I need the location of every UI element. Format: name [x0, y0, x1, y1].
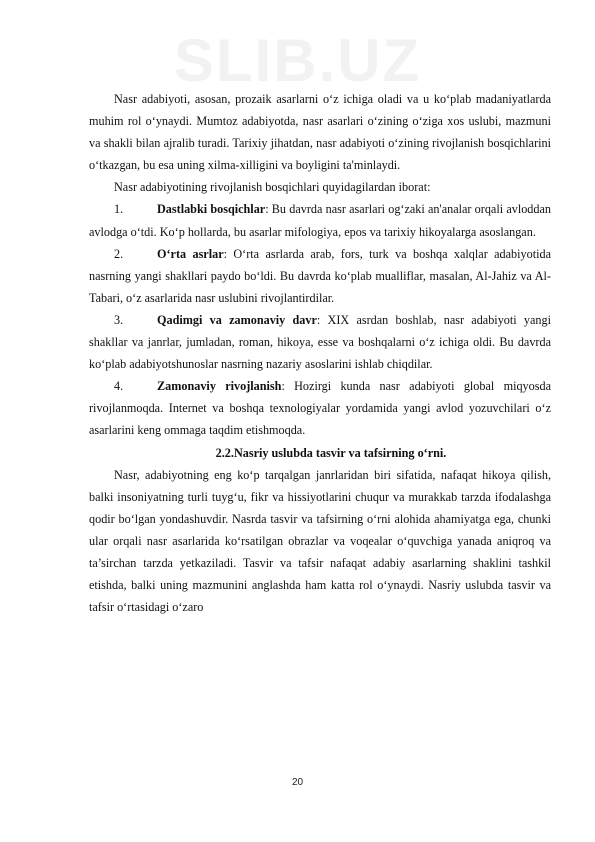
- list-number: 4.: [114, 379, 124, 394]
- page-number: 20: [291, 777, 304, 788]
- list-text: : XIX asrdan boshlab, nasr adabiyoti yangi shakllar va janrlar, jumladan, roman, hikoya, esse va boshqalarni o‘z ichiga oldi. Bu davrda ko‘plab adabiyotshunoslar nasrning nazariy asoslarini ishlab chiqdilar.: [89, 312, 551, 372]
- list-term: Qadimgi va zamonaviy davr: [157, 312, 317, 327]
- list-item: [89, 309, 551, 375]
- list-item: [89, 375, 551, 441]
- section-heading: 2.2.Nasriy uslubda tasvir va tafsirning o‘rni.: [215, 445, 447, 460]
- list-term: Dastlabki bosqichlar: [157, 202, 266, 217]
- document-page: [89, 88, 551, 618]
- list-text: : O‘rta asrlarda arab, fors, turk va boshqa xalqlar adabiyotida nasrning yangi shakllari paydo bo‘ldi. Bu davrda ko‘plab mualliflar, masalan, Al-Jahiz va Al-Tabari, o‘z asarlarida nasr uslubini rivojlantirdilar.: [89, 246, 551, 305]
- paragraph-intro: Nasr adabiyoti, asosan, prozaik asarlarni o‘z ichiga oladi va u ko‘plab madaniyatlarda muhim rol o‘ynaydi. Mumtoz adabiyotda, nasr asarlari o‘zining o‘ziga xos uslubi, mazmuni va shakli bilan ajralib turadi. Tarixiy jihatdan, nasr adabiyoti o‘zining rivojlanish bosqichlarini o‘tkazgan, bu esa uning xilma-xilligini va boyligini ta'minlaydi.: [89, 92, 551, 173]
- paragraph-section: Nasr, adabiyotning eng ko‘p tarqalgan janrlaridan biri sifatida, nafaqat hikoya qilish, balki insoniyatning turli tuyg‘u, fikr va hissiyotlarini chuqur va murakkab tarzda ifodalashga qodir bo‘lgan yondashuvdir. Nasrda tasvir va tafsirning o‘rni alohida ahamiyatga ega, chunki ular orqali nasr asarlarida ko‘rsatilgan obrazlar va voqealar o‘quvchiga yanada aniqroq va ta’sirchan tarzda yetkaziladi. Tasvir va tafsir nafaqat adabiy asarlarning shaklini tashkil etishda, balki uning mazmunini anglashda ham katta rol o‘ynaydi. Nasriy uslubda tasvir va tafsir o‘rtasidagi o‘zaro: [89, 467, 551, 615]
- list-item: [89, 198, 551, 242]
- paragraph-list-intro: Nasr adabiyotining rivojlanish bosqichlari quyidagilardan iborat:: [114, 180, 431, 195]
- list-item: [89, 243, 551, 309]
- list-term: O‘rta asrlar: [157, 246, 224, 261]
- list-number: 2.: [114, 246, 124, 261]
- list-text: : Hozirgi kunda nasr adabiyoti global miqyosda rivojlanmoqda. Internet va boshqa texnologiyalar yordamida yangi avlod yozuvchilari o‘z asarlarini keng ommaga taqdim etishmoqda.: [89, 379, 551, 438]
- list-number: 3.: [114, 312, 124, 327]
- list-number: 1.: [114, 202, 124, 217]
- list-term: Zamonaviy rivojlanish: [157, 379, 282, 394]
- watermark-text: SLIB.UZ: [173, 26, 422, 94]
- list-text: : Bu davrda nasr asarlari og‘zaki an'analar orqali avloddan avlodga o‘tdi. Ko‘p hollarda, bu asarlar mifologiya, epos va tarixiy hikoyalarga asoslangan.: [89, 202, 551, 239]
